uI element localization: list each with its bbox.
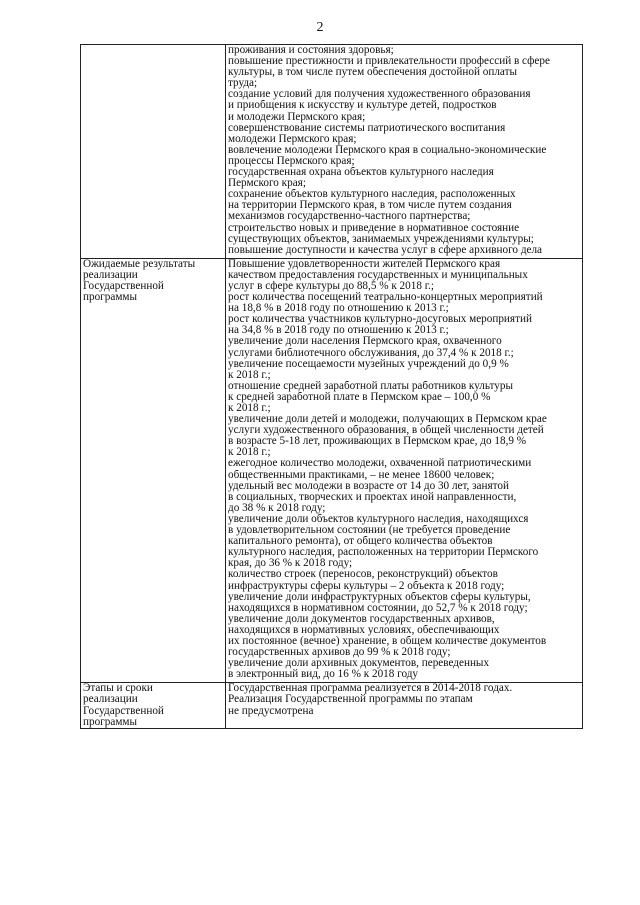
label-line: программы: [83, 292, 137, 304]
content-line: находящихся в нормативном состоянии, до 52,7 % к 2018 году;: [228, 602, 528, 614]
row-content-cell: [226, 258, 583, 683]
content-line: до 38 % к 2018 году;: [228, 502, 326, 514]
content-line: в удовлетворительном состоянии (не требуется проведение: [228, 525, 511, 537]
content-line: не предусмотрена: [228, 705, 314, 717]
content-line: молодежи Пермского края;: [228, 133, 357, 145]
table-row: [81, 258, 583, 683]
label-line: программы: [83, 716, 137, 728]
row-label-cell: [81, 258, 226, 683]
content-line: культурного наследия, расположенных на территории Пермского: [228, 547, 539, 559]
table-row: [81, 45, 583, 259]
content-line: общественными практиками, – не менее 18600 человек;: [228, 469, 495, 481]
content-line: сохранение объектов культурного наследия, расположенных: [228, 189, 516, 201]
row-label-cell: [81, 45, 226, 259]
content-line: существующих объектов, занимаемых учреждениями культуры;: [228, 233, 534, 245]
content-line: услугами библиотечного обслуживания, до 37,4 % к 2018 г.;: [228, 347, 514, 359]
content-line: услуг в сфере культуры до 88,5 % к 2018 г.;: [228, 280, 434, 292]
content-line: количество строек (переносов, реконструкций) объектов: [228, 569, 498, 581]
content-line: качеством предоставления государственных и муниципальных: [228, 269, 528, 281]
content-line: к 2018 г.;: [228, 447, 271, 459]
content-line: Повышение удовлетворенности жителей Пермского края: [228, 258, 501, 270]
content-line: рост количества посещений театрально-концертных мероприятий: [228, 292, 543, 304]
content-line: строительство новых и приведение в нормативное состояние: [228, 222, 520, 234]
content-line: Государственная программа реализуется в 2014-2018 годах.: [228, 683, 513, 695]
content-line: создание условий для получения художественного образования: [228, 89, 531, 101]
content-line: увеличение доли объектов культурного наследия, находящихся: [228, 513, 529, 525]
content-line: повышение престижности и привлекательности профессий в сфере: [228, 56, 550, 68]
content-line: и молодежи Пермского края;: [228, 111, 366, 123]
content-line: государственных архивов до 99 % к 2018 году;: [228, 647, 451, 659]
label-line: Этапы и сроки: [83, 683, 153, 695]
label-line: Государственной: [83, 705, 164, 717]
row-label-cell: [81, 683, 226, 728]
content-line: процессы Пермского края;: [228, 155, 355, 167]
label-line: Ожидаемые результаты: [83, 258, 196, 270]
content-line: находящихся в нормативных условиях, обеспечивающих: [228, 624, 500, 636]
content-line: на территории Пермского края, в том числе путем создания: [228, 200, 512, 212]
content-line: увеличение доли документов государственных архивов,: [228, 613, 495, 625]
content-line: увеличение доли детей и молодежи, получающих в Пермском крае: [228, 414, 547, 426]
content-line: в социальных, творческих и проектах иной направленности,: [228, 491, 517, 503]
content-line: труда;: [228, 78, 258, 90]
content-line: удельный вес молодежи в возрасте от 14 до 30 лет, занятой: [228, 480, 509, 492]
content-line: ежегодное количество молодежи, охваченной патриотическими: [228, 458, 532, 470]
content-line: увеличение доли архивных документов, переведенных: [228, 658, 490, 670]
content-line: услуги художественного образования, в общей численности детей: [228, 425, 544, 437]
content-line: в электронный вид, до 16 % к 2018 году: [228, 669, 419, 681]
content-line: увеличение посещаемости музейных учреждений до 0,9 %: [228, 358, 509, 370]
content-line: механизмов государственно-частного партнерства;: [228, 211, 471, 223]
content-line: проживания и состояния здоровья;: [228, 45, 394, 56]
label-line: реализации: [83, 694, 138, 706]
content-line: на 18,8 % в 2018 году по отношению к 2013 г.;: [228, 303, 449, 315]
content-line: и приобщения к искусству и культуре детей, подростков: [228, 100, 497, 112]
page-number: 2: [316, 20, 324, 35]
content-line: на 34,8 % в 2018 году по отношению к 2013 г.;: [228, 325, 449, 337]
content-line: государственная охрана объектов культурного наследия: [228, 167, 494, 179]
content-line: повышение доступности и качества услуг в сфере архивного дела: [228, 244, 543, 256]
content-line: капитального ремонта), от общего количества объектов: [228, 536, 493, 548]
content-line: к 2018 г.;: [228, 369, 271, 381]
content-line: отношение средней заработной платы работников культуры: [228, 380, 514, 392]
content-line: Реализация Государственной программы по этапам: [228, 694, 473, 706]
content-line: рост количества участников культурно-досуговых мероприятий: [228, 314, 532, 326]
content-line: в возрасте 5-18 лет, проживающих в Пермском крае, до 18,9 %: [228, 436, 527, 448]
content-line: их постоянное (вечное) хранение, в общем количестве документов: [228, 635, 547, 647]
content-line: к 2018 г.;: [228, 403, 271, 414]
content-line: культуры, в том числе путем обеспечения достойной оплаты: [228, 67, 517, 79]
table-row: [81, 683, 583, 728]
content-line: Пермского края;: [228, 178, 306, 190]
row-content-cell: [226, 45, 583, 259]
content-line: инфраструктуры сферы культуры – 2 объекта к 2018 году;: [228, 580, 505, 592]
content-line: увеличение доли населения Пермского края, охваченного: [228, 336, 502, 348]
program-passport-table: [80, 44, 583, 729]
content-line: увеличение доли инфраструктурных объектов сферы культуры,: [228, 591, 531, 603]
content-line: вовлечение молодежи Пермского края в социально-экономические: [228, 144, 547, 156]
label-line: Государственной: [83, 280, 164, 292]
content-line: к средней заработной плате в Пермском крае – 100,0 %: [228, 391, 491, 403]
content-line: совершенствование системы патриотического воспитания: [228, 122, 506, 134]
row-content-cell: [226, 683, 583, 728]
label-line: реализации: [83, 269, 138, 281]
content-line: края, до 36 % к 2018 году;: [228, 558, 353, 570]
